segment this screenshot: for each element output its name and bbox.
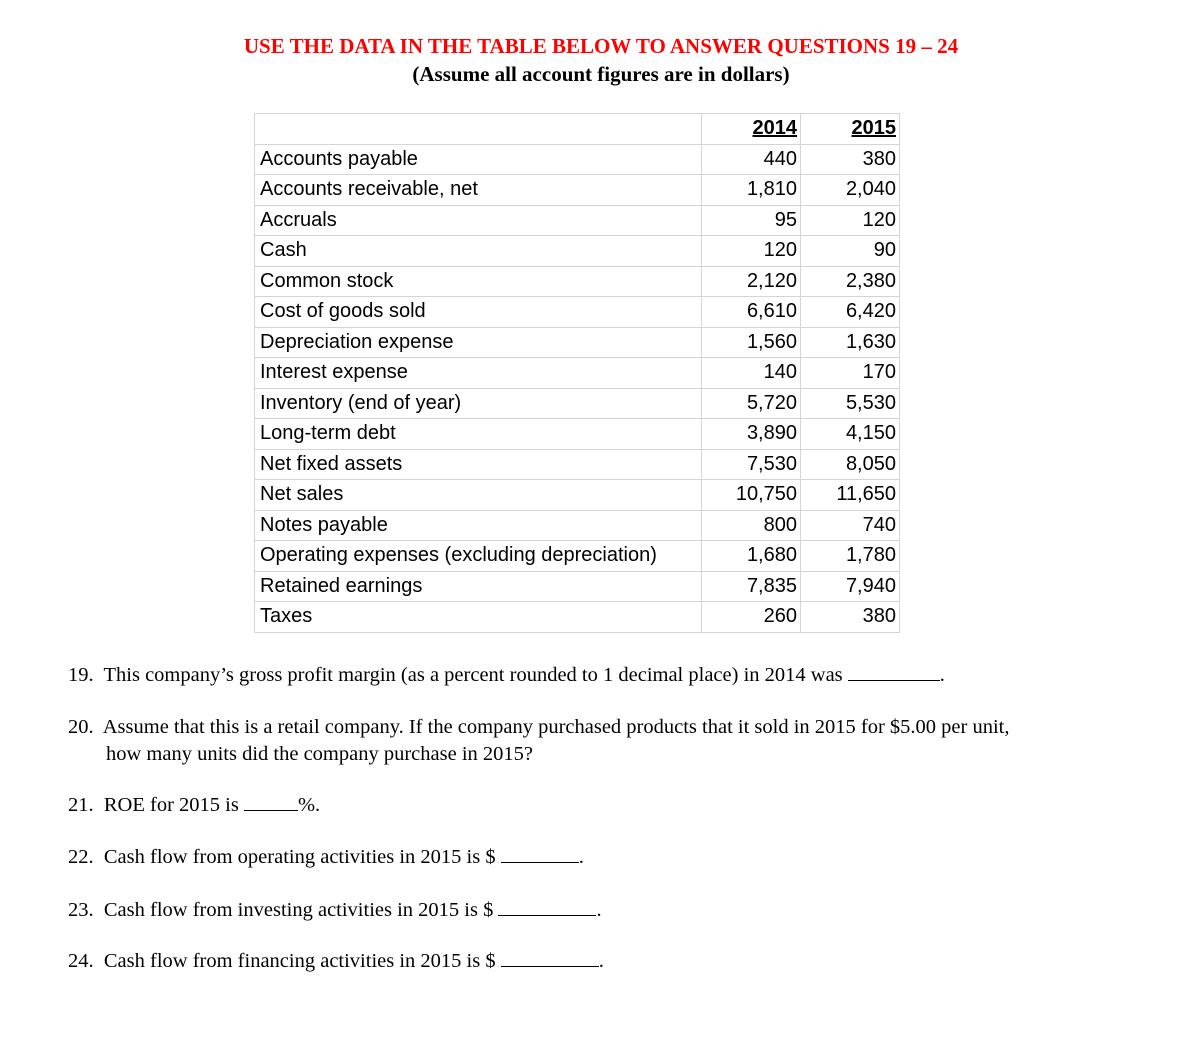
value-2014: 1,560 bbox=[702, 327, 801, 358]
question-number: 21. bbox=[68, 794, 94, 816]
value-2014: 2,120 bbox=[702, 266, 801, 297]
value-2015: 740 bbox=[801, 510, 900, 541]
value-2015: 1,780 bbox=[801, 541, 900, 572]
question-23: 23. Cash flow from investing activities in 2015 is $ . bbox=[68, 899, 602, 921]
table-row bbox=[255, 358, 900, 389]
value-2014: 800 bbox=[702, 510, 801, 541]
header-empty-cell bbox=[255, 114, 702, 145]
value-2014: 120 bbox=[702, 236, 801, 267]
account-label: Accounts payable bbox=[255, 144, 702, 175]
answer-blank[interactable] bbox=[501, 948, 599, 967]
value-2014: 10,750 bbox=[702, 480, 801, 511]
table-row bbox=[255, 327, 900, 358]
question-number: 24. bbox=[68, 950, 94, 972]
value-2015: 2,040 bbox=[801, 175, 900, 206]
table-row bbox=[255, 510, 900, 541]
value-2015: 11,650 bbox=[801, 480, 900, 511]
account-label: Common stock bbox=[255, 266, 702, 297]
value-2015: 380 bbox=[801, 144, 900, 175]
question-text: Cash flow from investing activities in 2015 is $ bbox=[103, 899, 494, 921]
account-label: Accounts receivable, net bbox=[255, 175, 702, 206]
value-2014: 3,890 bbox=[702, 419, 801, 450]
table-row bbox=[255, 571, 900, 602]
value-2015: 2,380 bbox=[801, 266, 900, 297]
value-2015: 170 bbox=[801, 358, 900, 389]
account-label: Net sales bbox=[255, 480, 702, 511]
table-header-row bbox=[255, 114, 900, 145]
value-2014: 1,810 bbox=[702, 175, 801, 206]
account-label: Accruals bbox=[255, 205, 702, 236]
account-label: Taxes bbox=[255, 602, 702, 633]
value-2015: 4,150 bbox=[801, 419, 900, 450]
value-2014: 1,680 bbox=[702, 541, 801, 572]
value-2014: 6,610 bbox=[702, 297, 801, 328]
question-number: 19. bbox=[68, 664, 94, 686]
table-row bbox=[255, 236, 900, 267]
question-number: 22. bbox=[68, 846, 94, 868]
account-label: Retained earnings bbox=[255, 571, 702, 602]
answer-blank[interactable] bbox=[501, 844, 579, 863]
question-text: Cash flow from operating activities in 2015 is $ bbox=[103, 846, 496, 868]
value-2015: 5,530 bbox=[801, 388, 900, 419]
year-2014-header: 2014 bbox=[702, 114, 801, 145]
table-row bbox=[255, 602, 900, 633]
answer-blank[interactable] bbox=[498, 897, 596, 916]
answer-blank[interactable] bbox=[848, 662, 940, 681]
answer-blank[interactable] bbox=[244, 792, 298, 811]
value-2015: 90 bbox=[801, 236, 900, 267]
value-2014: 260 bbox=[702, 602, 801, 633]
value-2014: 7,530 bbox=[702, 449, 801, 480]
table-row bbox=[255, 175, 900, 206]
value-2015: 1,630 bbox=[801, 327, 900, 358]
table-row bbox=[255, 297, 900, 328]
account-label: Net fixed assets bbox=[255, 449, 702, 480]
table-row bbox=[255, 419, 900, 450]
question-20 bbox=[68, 714, 1168, 768]
account-table bbox=[254, 113, 900, 633]
value-2015: 6,420 bbox=[801, 297, 900, 328]
question-22: 22. Cash flow from operating activities in 2015 is $ . bbox=[68, 846, 584, 868]
question-21: 21. ROE for 2015 is %. bbox=[68, 794, 321, 816]
question-24: 24. Cash flow from financing activities in 2015 is $ . bbox=[68, 950, 604, 972]
value-2015: 380 bbox=[801, 602, 900, 633]
account-label: Inventory (end of year) bbox=[255, 388, 702, 419]
account-label: Cost of goods sold bbox=[255, 297, 702, 328]
question-19: 19. This company’s gross profit margin (as a percent rounded to 1 decimal place) in 2014 was . bbox=[68, 664, 945, 686]
instructions-subtitle: (Assume all account figures are in dollars) bbox=[412, 62, 790, 86]
value-2015: 120 bbox=[801, 205, 900, 236]
table-row bbox=[255, 205, 900, 236]
value-2014: 95 bbox=[702, 205, 801, 236]
question-text-line1: Assume that this is a retail company. If the company purchased products that it sold in 2015 for $5.00 per unit, bbox=[102, 716, 1010, 738]
account-label: Cash bbox=[255, 236, 702, 267]
value-2014: 440 bbox=[702, 144, 801, 175]
table-row bbox=[255, 449, 900, 480]
table-row bbox=[255, 541, 900, 572]
question-text: ROE for 2015 is bbox=[103, 794, 239, 816]
value-2015: 8,050 bbox=[801, 449, 900, 480]
value-2014: 140 bbox=[702, 358, 801, 389]
instructions-title: USE THE DATA IN THE TABLE BELOW TO ANSWER QUESTIONS 19 – 24 bbox=[243, 34, 959, 58]
table-row bbox=[255, 144, 900, 175]
question-text: This company’s gross profit margin (as a percent rounded to 1 decimal place) in 2014 was bbox=[103, 664, 843, 686]
account-label: Interest expense bbox=[255, 358, 702, 389]
year-2015-header: 2015 bbox=[801, 114, 900, 145]
account-label: Depreciation expense bbox=[255, 327, 702, 358]
table-row bbox=[255, 480, 900, 511]
account-label: Notes payable bbox=[255, 510, 702, 541]
table-row bbox=[255, 388, 900, 419]
value-2014: 5,720 bbox=[702, 388, 801, 419]
question-number: 20. bbox=[68, 716, 94, 738]
table-row bbox=[255, 266, 900, 297]
value-2014: 7,835 bbox=[702, 571, 801, 602]
question-text-line2: how many units did the company purchase in 2015? bbox=[106, 743, 533, 765]
account-label: Long-term debt bbox=[255, 419, 702, 450]
account-label: Operating expenses (excluding depreciation) bbox=[255, 541, 702, 572]
question-number: 23. bbox=[68, 899, 94, 921]
question-text: Cash flow from financing activities in 2015 is $ bbox=[103, 950, 496, 972]
value-2015: 7,940 bbox=[801, 571, 900, 602]
